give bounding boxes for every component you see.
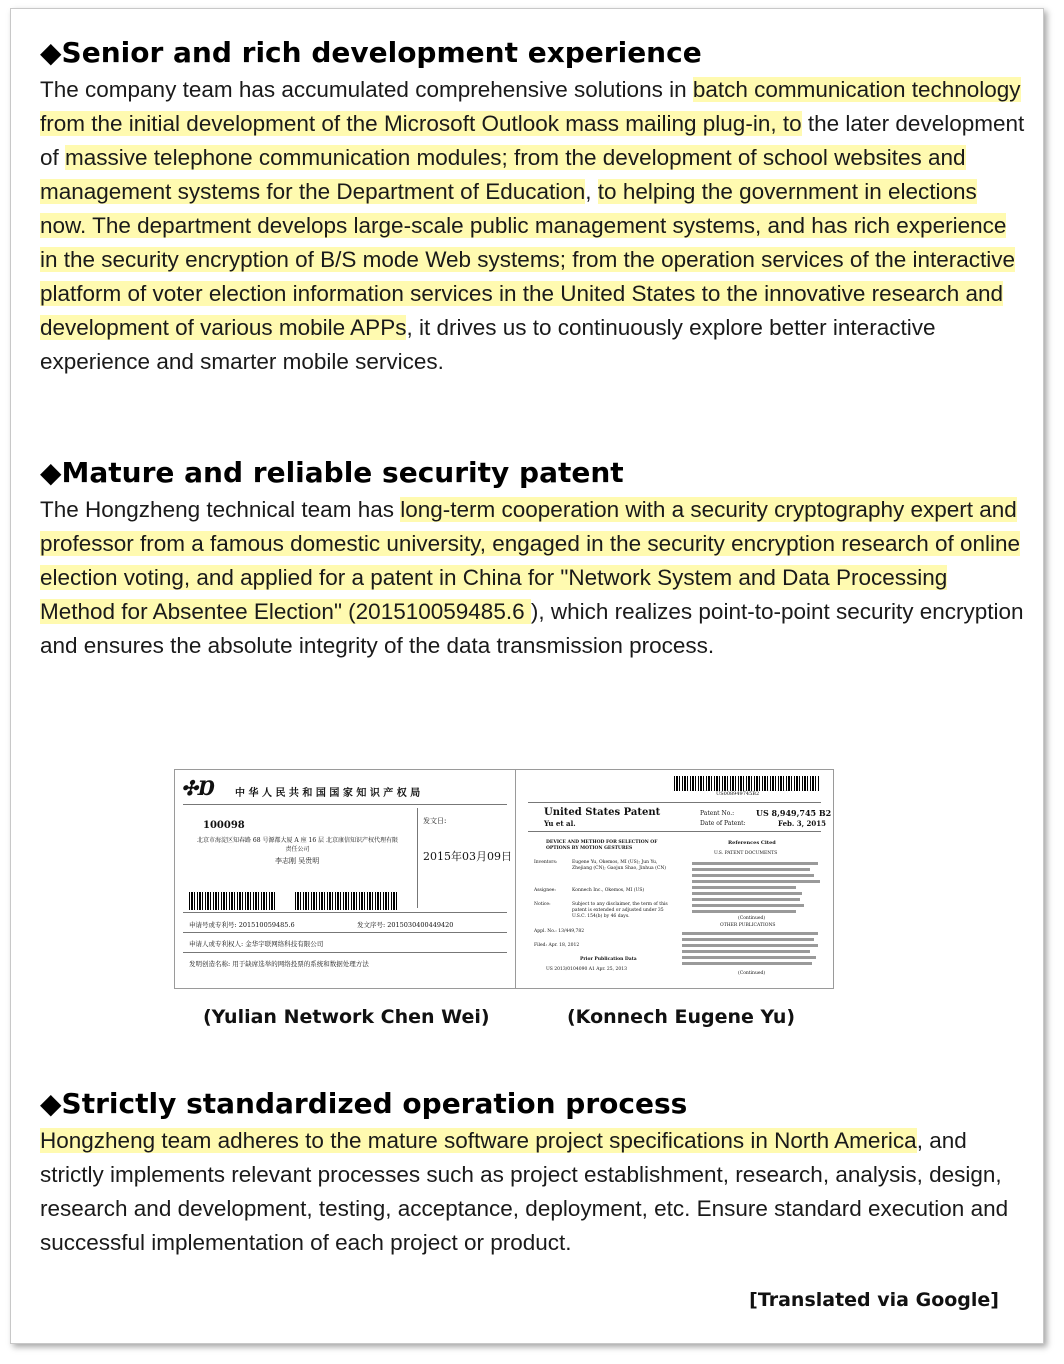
- us-patent-type: United States Patent: [544, 807, 661, 818]
- paragraph-text: ), which realizes point-to-point security encryption and ensures the absolute integrity of the data transmission process.: [40, 599, 1024, 658]
- reference-line: [692, 892, 802, 895]
- cn-postcode: 100098: [203, 820, 245, 831]
- us-other-pubs-title: OTHER PUBLICATIONS: [720, 923, 776, 928]
- highlighted-text: batch communication technology from the initial development of the Microsoft Outlook mass mailing plug-in, to: [40, 77, 1021, 136]
- reference-line: [692, 886, 796, 889]
- section-development-experience: [40, 33, 1025, 379]
- us-notice: Subject to any disclaimer, the term of this patent is extended or adjusted under 35 U.S.C. 154(b) by 46 days.: [572, 902, 668, 919]
- divider: [528, 802, 821, 803]
- highlighted-text: massive telephone communication modules; from the development of school websites and management systems for the Department of Education: [40, 145, 966, 204]
- cn-date-label: 发文日:: [423, 817, 447, 825]
- highlighted-text: to helping the government in elections now. The department develops large-scale public management systems, and has rich experience in the security encryption of B/S mode Web systems; from the operation services of the interactive platform of voter election information services in the United States to the innovative research and development of various mobile APPs: [40, 179, 1016, 340]
- us-inventors-label: Inventors:: [534, 860, 558, 865]
- us-assignee-label: Assignee:: [534, 888, 556, 893]
- divider: [183, 932, 507, 933]
- paragraph-text: the later development of: [40, 111, 1025, 170]
- chinese-patent-notice: [175, 770, 516, 988]
- cn-office-name: 中 华 人 民 共 和 国 国 家 知 识 产 权 局: [235, 788, 421, 799]
- us-patent-no-label: Patent No.:: [700, 810, 735, 817]
- reference-line: [682, 962, 812, 965]
- reference-line: [682, 944, 818, 947]
- reference-line: [692, 910, 796, 913]
- us-inventors: Eugene Yu, Okemos, MI (US); Jun Yu, Zhejiang (CN); Gaojun Shao, Jinhua (CN): [572, 860, 667, 871]
- cn-applicant: 申请人或专利权人: 金华宇联网络科技有限公司: [189, 940, 324, 948]
- highlighted-text: long-term cooperation with a security cryptography expert and professor from a famous domestic university, engaged in the security encryption research of online election voting, and applied for a patent in China for "Network System and Data Processing Method for Absentee Election" (201510059485.6: [40, 497, 1021, 624]
- section-heading: ◆Mature and reliable security patent: [40, 456, 624, 489]
- document-page: [10, 8, 1044, 1344]
- us-barcode-number: US008949745B2: [716, 791, 760, 797]
- reference-line: [692, 898, 800, 901]
- section-paragraph: [40, 1124, 1025, 1260]
- highlighted-text: Hongzheng team adheres to the mature software project specifications in North America: [40, 1128, 917, 1153]
- us-prior-pub-no: US 2013/0104090 A1 Apr. 25, 2013: [546, 967, 627, 972]
- paragraph-text: ,: [585, 179, 598, 204]
- divider: [528, 831, 821, 832]
- us-patent-no: US 8,949,745 B2: [756, 808, 832, 818]
- reference-line: [682, 932, 818, 935]
- reference-line: [682, 956, 816, 959]
- figure-caption-right: (Konnech Eugene Yu): [567, 1006, 796, 1028]
- barcode-icon: [189, 892, 275, 910]
- us-patent-docs-title: U.S. PATENT DOCUMENTS: [714, 851, 778, 856]
- section-paragraph: [40, 73, 1025, 379]
- us-assignee: Konnech Inc., Okemos, MI (US): [572, 888, 645, 893]
- us-patent-page: [516, 770, 833, 988]
- divider: [417, 808, 418, 908]
- cn-invention-title: 发明创造名称: 用于缺席选举的网络投票的系统和数据处理方法: [189, 960, 369, 968]
- reference-line: [692, 868, 810, 871]
- section-operation-process: [40, 1084, 1025, 1260]
- us-continued: (Continued): [738, 971, 766, 976]
- cnipa-logo-icon: ✣Ɒ: [181, 776, 215, 800]
- section-heading: ◆Strictly standardized operation process: [40, 1087, 688, 1120]
- us-patent-title: DEVICE AND METHOD FOR SELECTION OF OPTIONS BY MOTION GESTURES: [546, 840, 658, 851]
- paragraph-text: , it drives us to continuously explore better interactive experience and smarter mobile services.: [40, 315, 936, 374]
- reference-line: [682, 950, 810, 953]
- us-date-label: Date of Patent:: [700, 820, 746, 827]
- barcode-icon: [674, 776, 819, 791]
- us-inventor-short: Yu et al.: [544, 819, 576, 828]
- cn-address: 北京市海淀区知春路 68 号源都大厦 A 座 16 层 北京康信知识产权代理有限责任公司: [197, 837, 398, 853]
- reference-line: [692, 880, 820, 883]
- paragraph-text: , and strictly implements relevant processes such as project establishment, research, analysis, design, research and development, testing, acceptance, deployment, etc. Ensure standard execution and successful implementation of each project or product.: [40, 1128, 1009, 1255]
- paragraph-text: The Hongzheng technical team has: [40, 497, 401, 522]
- reference-line: [692, 874, 814, 877]
- divider: [183, 912, 507, 913]
- us-filed: Filed: Apr. 18, 2012: [534, 943, 580, 948]
- cn-names: 李志刚 吴贵明: [275, 857, 320, 865]
- reference-line: [692, 862, 818, 865]
- figure-caption-left: (Yulian Network Chen Wei): [203, 1006, 490, 1028]
- patent-documents-figure: [174, 769, 834, 989]
- section-paragraph: [40, 493, 1025, 663]
- us-notice-label: Notice:: [534, 902, 551, 907]
- us-continued: (Continued): [738, 916, 766, 921]
- cn-serial-number: 发文序号: 2015030400449420: [357, 921, 454, 929]
- us-appl-no: Appl. No.: 13/449,782: [534, 929, 585, 934]
- reference-line: [682, 938, 814, 941]
- barcode-icon: [295, 892, 399, 910]
- section-security-patent: [40, 453, 1025, 663]
- paragraph-text: The company team has accumulated comprehensive solutions in: [40, 77, 693, 102]
- divider: [183, 952, 507, 953]
- us-references-title: References Cited: [728, 840, 776, 846]
- cn-date: 2015年03月09日: [423, 850, 512, 863]
- us-prior-pub-title: Prior Publication Data: [580, 957, 637, 962]
- translation-note: [Translated via Google]: [749, 1289, 999, 1311]
- cn-application-number: 申请号或专利号: 201510059485.6: [189, 921, 295, 929]
- divider: [183, 804, 507, 805]
- reference-line: [692, 904, 804, 907]
- us-date: Feb. 3, 2015: [778, 819, 827, 828]
- section-heading: ◆Senior and rich development experience: [40, 36, 702, 69]
